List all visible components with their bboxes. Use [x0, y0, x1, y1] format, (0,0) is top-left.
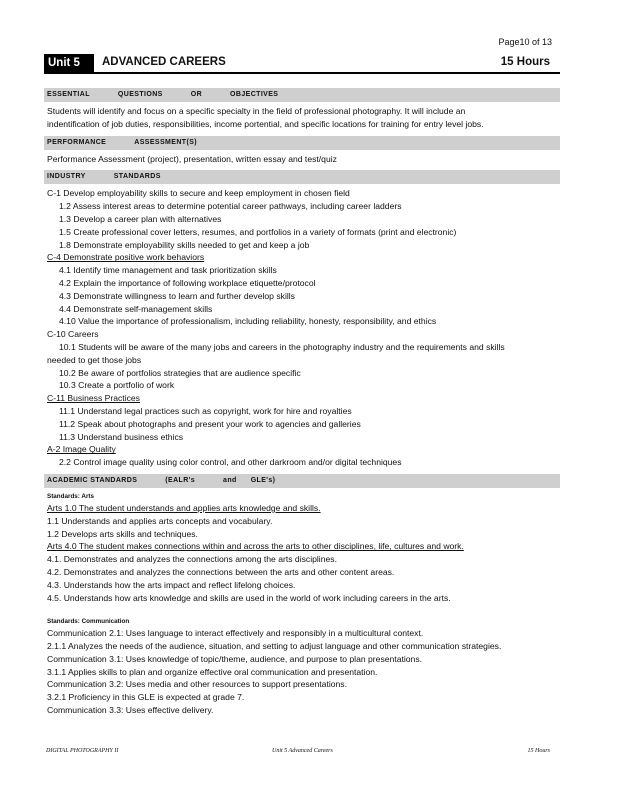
text-line: 10.3 Create a portfolio of work — [59, 380, 175, 391]
text-line: 4.3 Demonstrate willingness to learn and further develop skills — [59, 290, 295, 301]
communication-standards-list — [44, 627, 560, 717]
communication-label: Standards: Communication — [47, 618, 130, 626]
unit-title: ADVANCED CAREERS — [102, 56, 226, 68]
footer-course: DIGITAL PHOTOGRAPHY II — [46, 748, 119, 754]
text-line: Arts 4.0 The student makes connections within and across the arts to other disciplines, life, cultures and work. — [47, 541, 464, 552]
footer-hours: 15 Hours — [527, 748, 550, 754]
text-line: 4.4 Demonstrate self-management skills — [59, 303, 213, 314]
industry-heading: INDUSTRY STANDARDS — [44, 170, 560, 184]
text-line: C-10 Careers — [47, 329, 99, 340]
text-line: 11.2 Speak about photographs and present your work to agencies and galleries — [59, 418, 361, 429]
text-line: 4.2 Explain the importance of following workplace etiquette/protocol — [59, 277, 316, 288]
text-line: 4.10 Value the importance of professionalism, including reliability, honesty, responsibility, and ethics — [59, 316, 437, 327]
text-line: Communication 3.3: Uses effective delivery. — [47, 705, 214, 716]
arts-standards-list — [44, 502, 560, 604]
unit-header — [44, 54, 560, 74]
academic-standards — [44, 488, 560, 722]
text-line: 3.1.1 Applies skills to plan and organize effective oral communication and presentation. — [47, 666, 378, 677]
text-line: 1.8 Demonstrate employability skills needed to get and keep a job — [59, 239, 310, 250]
unit-hours: 15 Hours — [500, 56, 550, 68]
text-line: 1.2 Assess interest areas to determine potential career pathways, including career ladders — [59, 201, 402, 212]
document-body — [44, 88, 560, 722]
text-line: 4.5. Understands how arts knowledge and skills are used in the world of work including careers in the arts. — [47, 592, 451, 603]
text-line: 4.1. Demonstrates and analyzes the connections among the arts disciplines. — [47, 554, 337, 565]
text-line: A-2 Image Quality — [47, 444, 116, 455]
text-line: 1.1 Understands and applies arts concepts and vocabulary. — [47, 515, 273, 526]
arts-label: Standards: Arts — [47, 492, 95, 500]
text-line: Communication 2.1: Uses language to interact effectively and responsibly in a multicultural context. — [47, 628, 424, 639]
text-line: C-4 Demonstrate positive work behaviors — [47, 252, 205, 263]
text-line: Students will identify and focus on a specific specialty in the field of professional photography. It will include an — [47, 106, 466, 116]
text-line: 4.3. Understands how the arts impact and reflect lifelong choices. — [47, 579, 296, 590]
text-line: 3.2.1 Proficiency in this GLE is expected at grade 7. — [47, 692, 245, 703]
essential-text — [44, 102, 560, 136]
text-line: 1.3 Develop a career plan with alternatives — [59, 213, 222, 224]
text-line: Arts 1.0 The student understands and applies arts knowledge and skills. — [47, 502, 321, 513]
performance-heading: PERFORMANCE ASSESSMENT(S) — [44, 136, 560, 150]
text-line: 2.2 Control image quality using color control, and other darkroom and/or digital techniques — [59, 457, 402, 468]
text-line: 10.2 Be aware of portfolios strategies that are audience specific — [59, 367, 301, 378]
text-line: 1.5 Create professional cover letters, resumes, and portfolios in a variety of formats (print and electronic) — [59, 226, 457, 237]
text-line: 11.1 Understand legal practices such as copyright, work for hire and royalties — [59, 405, 352, 416]
text-line: 4.1 Identify time management and task prioritization skills — [59, 265, 277, 276]
text-line: needed to get those jobs — [47, 354, 142, 365]
industry-standards-list — [44, 184, 560, 474]
text-line: C-1 Develop employability skills to secure and keep employment in chosen field — [47, 188, 350, 199]
footer-unit: Unit 5 Advanced Careers — [272, 748, 333, 754]
page-number: Page10 of 13 — [498, 37, 552, 47]
text-line: 2.1.1 Analyzes the needs of the audience, situation, and setting to adjust language and other communication strategies. — [47, 641, 502, 652]
text-line: Communication 3.1: Uses knowledge of topic/theme, audience, and purpose to plan presentations. — [47, 653, 423, 664]
text-line: 11.3 Understand business ethics — [59, 431, 184, 442]
performance-text — [44, 150, 560, 171]
text-line: 1.2 Develops arts skills and techniques. — [47, 528, 198, 539]
text-line: Performance Assessment (project), presentation, written essay and test/quiz — [47, 153, 337, 164]
essential-heading: ESSENTIAL QUESTIONS OR OBJECTIVES — [44, 88, 560, 102]
text-line: indentification of job duties, responsibilities, income portential, and specific locations for training for entry level jobs. — [47, 118, 484, 129]
text-line: C-11 Business Practices — [47, 393, 140, 404]
text-line: 10.1 Students will be aware of the many jobs and careers in the photography industry and the requirements and skills — [59, 341, 505, 352]
academic-heading: ACADEMIC STANDARDS (EALR's and GLE's) — [44, 474, 560, 488]
unit-number: Unit 5 — [44, 54, 94, 72]
text-line: 4.2. Demonstrates and analyzes the connections between the arts and other content areas. — [47, 566, 395, 577]
text-line: Communication 3.2: Uses media and other resources to support presentations. — [47, 679, 347, 690]
